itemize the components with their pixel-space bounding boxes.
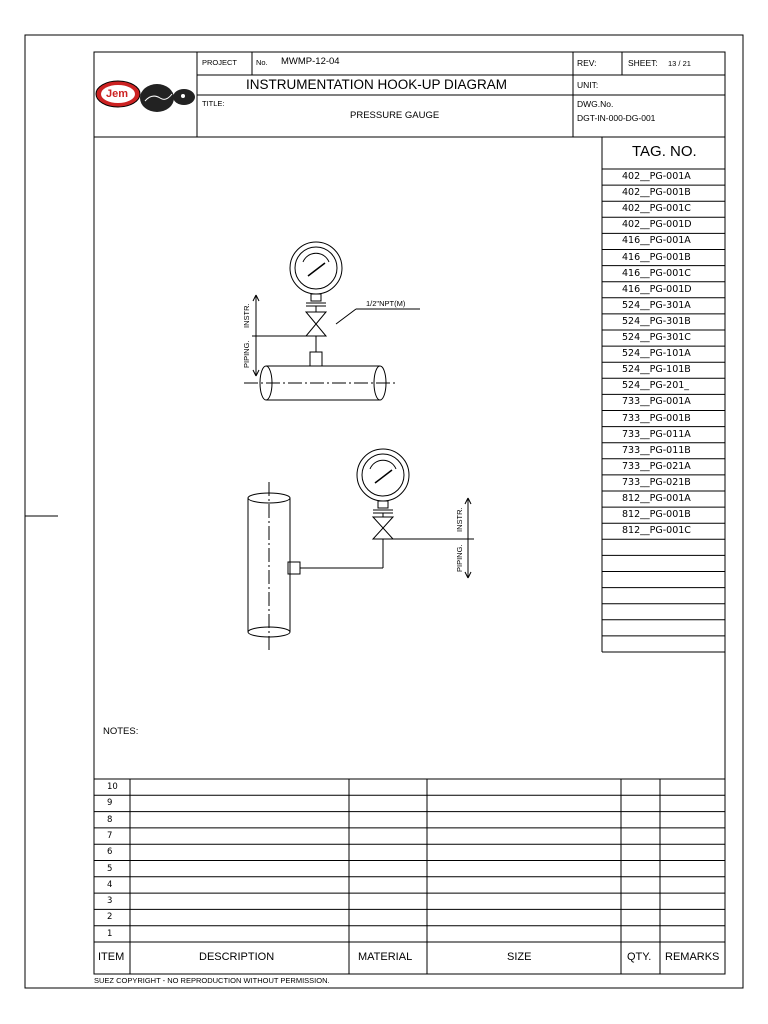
tag-number: 524__PG-301A — [622, 299, 691, 311]
bom-item-number: 8 — [107, 814, 113, 825]
valve-icon — [373, 517, 393, 539]
tag-number: 733__PG-001B — [622, 412, 691, 424]
bom-header-size: SIZE — [507, 951, 532, 963]
bom-header-remarks: REMARKS — [665, 951, 720, 963]
rev-label: REV: — [577, 58, 597, 68]
bom-header-description: DESCRIPTION — [199, 951, 275, 963]
instr-label: INSTR. — [455, 507, 464, 532]
tag-number: 416__PG-001C — [622, 267, 691, 279]
horizontal-pipe — [244, 366, 398, 400]
tag-number: 524__PG-201_ — [622, 380, 690, 392]
tag-table-heading: TAG. NO. — [632, 143, 697, 160]
bom-item-number: 3 — [107, 896, 113, 907]
sheet-label: SHEET: — [628, 58, 658, 68]
unit-label: UNIT: — [577, 80, 599, 90]
bom-item-number: 1 — [107, 928, 113, 939]
bom-header-material: MATERIAL — [358, 951, 413, 963]
project-label: PROJECT — [202, 58, 238, 67]
tag-number: 524__PG-301B — [622, 315, 691, 327]
pressure-gauge-icon — [357, 449, 409, 517]
tag-number: 812__PG-001C — [622, 525, 691, 537]
pressure-gauge-icon — [290, 242, 342, 312]
tag-number: 524__PG-101B — [622, 364, 691, 376]
tag-number: 524__PG-301C — [622, 332, 691, 343]
npt-label: 1/2"NPT(M) — [366, 299, 406, 308]
bom-header-item: ITEM — [98, 951, 125, 963]
bom-item-number: 5 — [107, 863, 113, 874]
tag-number: 402__PG-001B — [622, 187, 691, 199]
tag-number: 733__PG-011A — [622, 428, 691, 440]
bom-item-number: 7 — [107, 830, 113, 841]
bom-item-number: 9 — [107, 798, 113, 809]
bom-item-number: 4 — [107, 879, 113, 890]
drawing-title: PRESSURE GAUGE — [350, 110, 440, 121]
instr-label: INSTR. — [242, 303, 251, 328]
tag-number: 733__PG-001A — [622, 396, 691, 408]
bom-item-number: 6 — [107, 847, 113, 858]
notes-label: NOTES: — [103, 726, 139, 737]
diagram-title: INSTRUMENTATION HOOK-UP DIAGRAM — [246, 77, 508, 92]
tag-number: 416__PG-001D — [622, 283, 692, 295]
dwg-label: DWG.No. — [577, 99, 614, 109]
bom-header-qty: QTY. — [627, 951, 652, 963]
bom-item-number: 10 — [107, 782, 118, 792]
piping-label: PIPING. — [455, 544, 464, 572]
no-label: No. — [256, 58, 268, 67]
tag-number: 733__PG-011B — [622, 444, 691, 456]
bom-item-number: 2 — [107, 912, 113, 923]
tag-number: 416__PG-001A — [622, 235, 691, 247]
copyright-note: SUEZ COPYRIGHT - NO REPRODUCTION WITHOUT PERMISSION. — [94, 976, 330, 985]
tag-number: 812__PG-001A — [622, 493, 691, 504]
valve-icon — [306, 312, 326, 336]
piping-label: PIPING. — [242, 340, 251, 368]
title-label: TITLE: — [202, 99, 225, 108]
tag-number: 402__PG-001D — [622, 219, 692, 231]
tag-number: 524__PG-101A — [622, 348, 691, 360]
tag-number: 402__PG-001C — [622, 203, 691, 215]
tag-number: 733__PG-021B — [622, 476, 691, 488]
vertical-pipe — [248, 482, 290, 650]
project-number: MWMP-12-04 — [281, 56, 340, 67]
dwg-number: DGT-IN-000-DG-001 — [577, 113, 656, 123]
tag-number: 416__PG-001B — [622, 251, 691, 263]
sheet-value: 13 / 21 — [668, 59, 691, 68]
tag-number: 402__PG-001A — [622, 171, 691, 182]
tag-number: 733__PG-021A — [622, 460, 691, 472]
logo-text: Jem — [106, 88, 129, 100]
tag-number: 812__PG-001B — [622, 509, 691, 521]
